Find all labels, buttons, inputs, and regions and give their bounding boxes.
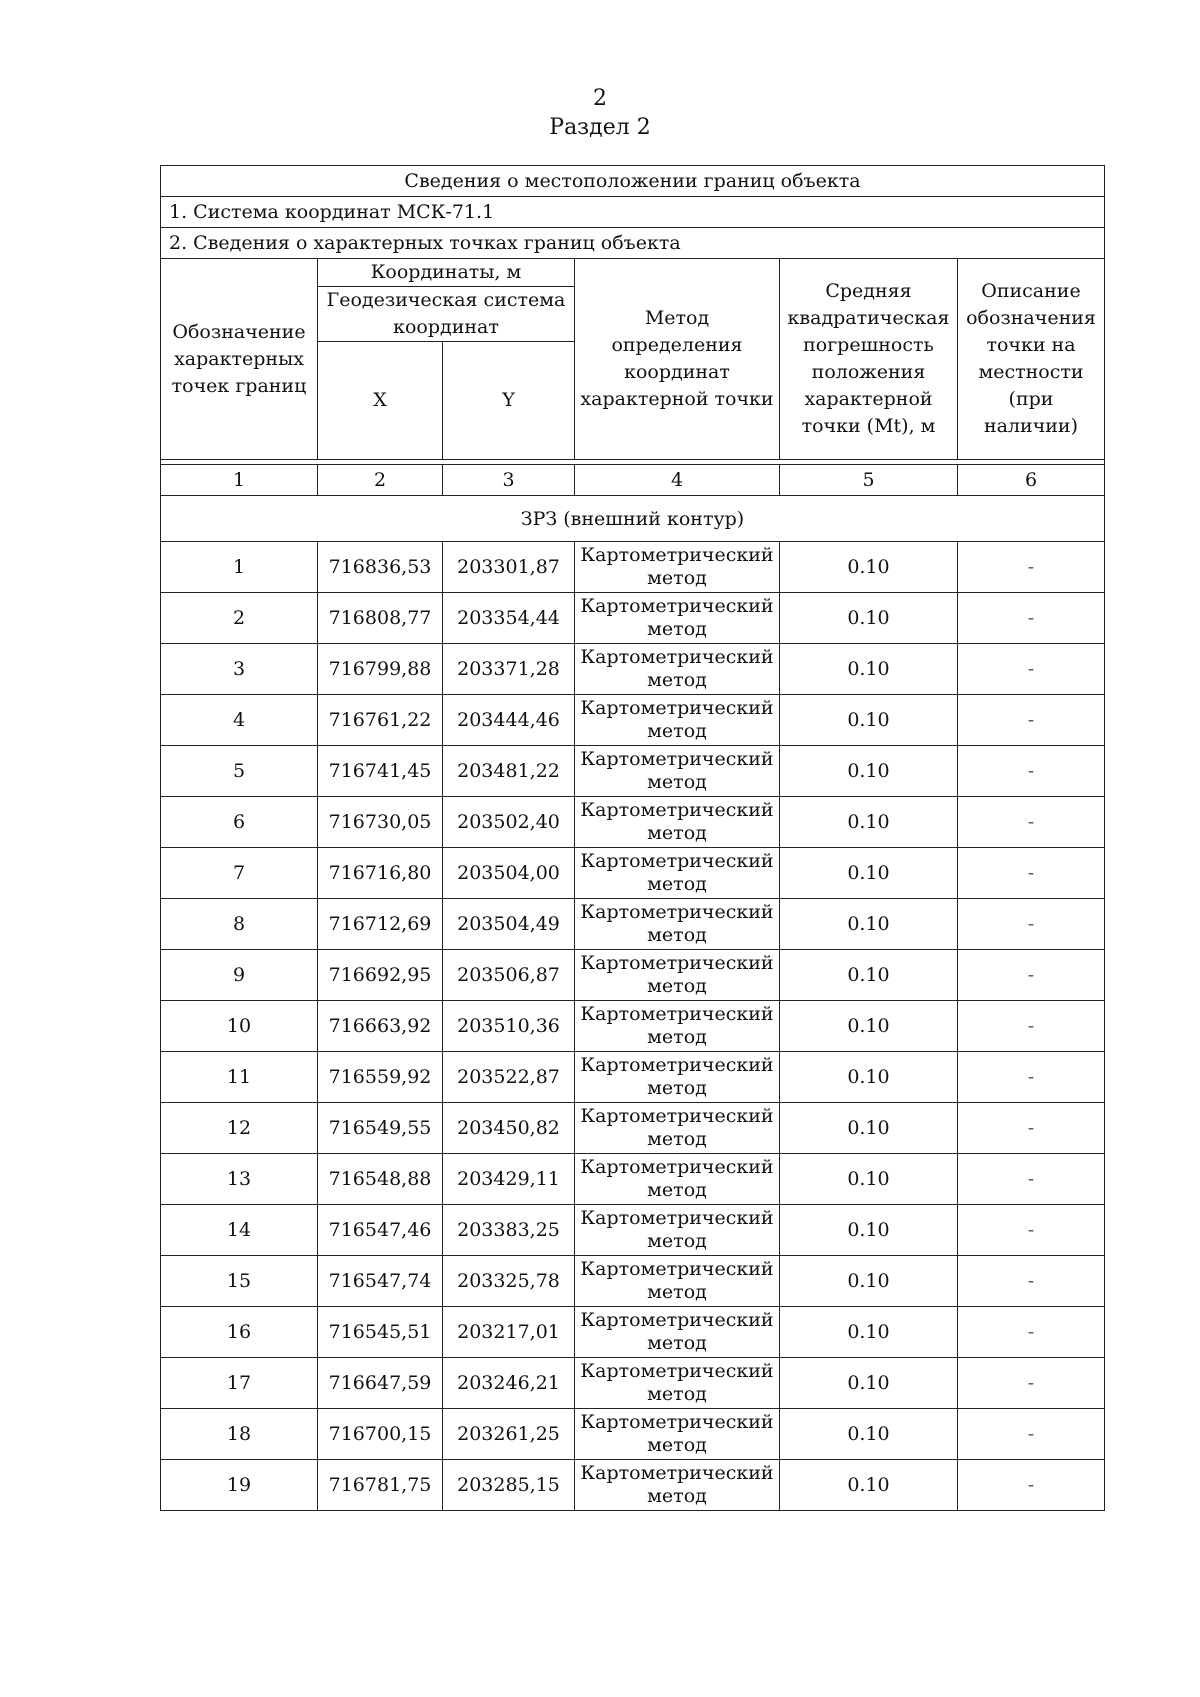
y-coordinate-cell: 203502,40: [443, 797, 575, 848]
table-row: [161, 746, 1105, 797]
method-cell: Картометрический метод: [575, 848, 780, 899]
x-coordinate-cell: 716548,88: [318, 1154, 443, 1205]
table-row: [161, 1460, 1105, 1511]
boundary-table-wrapper: [160, 165, 1104, 1511]
point-number-cell: 11: [161, 1052, 318, 1103]
method-cell: Картометрический метод: [575, 950, 780, 1001]
coord-system-label: 1. Система координат МСК-71.1: [161, 197, 1105, 228]
description-cell: -: [958, 1103, 1105, 1154]
error-cell: 0.10: [780, 797, 958, 848]
y-coordinate-cell: 203506,87: [443, 950, 575, 1001]
column-number: 5: [780, 465, 958, 496]
x-coordinate-cell: 716836,53: [318, 542, 443, 593]
description-cell: -: [958, 1205, 1105, 1256]
description-cell: -: [958, 899, 1105, 950]
description-cell: -: [958, 1307, 1105, 1358]
header-description: Описание обозначения точки на местности (при наличии): [958, 259, 1105, 460]
header-designation: Обозначение характерных точек границ: [161, 259, 318, 460]
description-cell: -: [958, 1001, 1105, 1052]
method-cell: Картометрический метод: [575, 644, 780, 695]
column-number-row: [161, 465, 1105, 496]
table-row: [161, 593, 1105, 644]
point-number-cell: 9: [161, 950, 318, 1001]
table-row: [161, 848, 1105, 899]
y-coordinate-cell: 203354,44: [443, 593, 575, 644]
table-row: [161, 1307, 1105, 1358]
method-cell: Картометрический метод: [575, 899, 780, 950]
x-coordinate-cell: 716716,80: [318, 848, 443, 899]
points-heading: 2. Сведения о характерных точках границ объекта: [161, 228, 1105, 259]
point-number-cell: 14: [161, 1205, 318, 1256]
header-x: X: [318, 342, 443, 460]
y-coordinate-cell: 203481,22: [443, 746, 575, 797]
x-coordinate-cell: 716761,22: [318, 695, 443, 746]
x-coordinate-cell: 716730,05: [318, 797, 443, 848]
description-cell: -: [958, 1358, 1105, 1409]
point-number-cell: 18: [161, 1409, 318, 1460]
error-cell: 0.10: [780, 746, 958, 797]
y-coordinate-cell: 203504,00: [443, 848, 575, 899]
method-cell: Картометрический метод: [575, 593, 780, 644]
error-cell: 0.10: [780, 1052, 958, 1103]
y-coordinate-cell: 203285,15: [443, 1460, 575, 1511]
y-coordinate-cell: 203450,82: [443, 1103, 575, 1154]
table-row: [161, 1001, 1105, 1052]
point-number-cell: 5: [161, 746, 318, 797]
y-coordinate-cell: 203261,25: [443, 1409, 575, 1460]
point-number-cell: 13: [161, 1154, 318, 1205]
description-cell: -: [958, 593, 1105, 644]
x-coordinate-cell: 716712,69: [318, 899, 443, 950]
method-cell: Картометрический метод: [575, 1358, 780, 1409]
error-cell: 0.10: [780, 1307, 958, 1358]
table-row: [161, 797, 1105, 848]
table-title: Сведения о местоположении границ объекта: [161, 166, 1105, 197]
error-cell: 0.10: [780, 1001, 958, 1052]
boundary-table: [160, 165, 1105, 1511]
point-number-cell: 15: [161, 1256, 318, 1307]
column-number: 6: [958, 465, 1105, 496]
x-coordinate-cell: 716799,88: [318, 644, 443, 695]
method-cell: Картометрический метод: [575, 1001, 780, 1052]
x-coordinate-cell: 716663,92: [318, 1001, 443, 1052]
point-number-cell: 3: [161, 644, 318, 695]
method-cell: Картометрический метод: [575, 1460, 780, 1511]
column-number: 1: [161, 465, 318, 496]
description-cell: -: [958, 695, 1105, 746]
y-coordinate-cell: 203383,25: [443, 1205, 575, 1256]
x-coordinate-cell: 716559,92: [318, 1052, 443, 1103]
description-cell: -: [958, 1052, 1105, 1103]
description-cell: -: [958, 1154, 1105, 1205]
x-coordinate-cell: 716647,59: [318, 1358, 443, 1409]
x-coordinate-cell: 716741,45: [318, 746, 443, 797]
point-number-cell: 4: [161, 695, 318, 746]
y-coordinate-cell: 203444,46: [443, 695, 575, 746]
error-cell: 0.10: [780, 644, 958, 695]
table-row: [161, 1103, 1105, 1154]
description-cell: -: [958, 1460, 1105, 1511]
table-row: [161, 1256, 1105, 1307]
description-cell: -: [958, 848, 1105, 899]
table-row: [161, 899, 1105, 950]
error-cell: 0.10: [780, 899, 958, 950]
point-number-cell: 17: [161, 1358, 318, 1409]
method-cell: Картометрический метод: [575, 542, 780, 593]
table-row: [161, 950, 1105, 1001]
description-cell: -: [958, 797, 1105, 848]
x-coordinate-cell: 716545,51: [318, 1307, 443, 1358]
y-coordinate-cell: 203325,78: [443, 1256, 575, 1307]
header-y: Y: [443, 342, 575, 460]
description-cell: -: [958, 542, 1105, 593]
column-number: 2: [318, 465, 443, 496]
method-cell: Картометрический метод: [575, 1307, 780, 1358]
error-cell: 0.10: [780, 1358, 958, 1409]
y-coordinate-cell: 203246,21: [443, 1358, 575, 1409]
table-row: [161, 1052, 1105, 1103]
y-coordinate-cell: 203371,28: [443, 644, 575, 695]
method-cell: Картометрический метод: [575, 1256, 780, 1307]
error-cell: 0.10: [780, 1409, 958, 1460]
method-cell: Картометрический метод: [575, 1052, 780, 1103]
column-number: 3: [443, 465, 575, 496]
error-cell: 0.10: [780, 950, 958, 1001]
error-cell: 0.10: [780, 1103, 958, 1154]
x-coordinate-cell: 716692,95: [318, 950, 443, 1001]
header-coords: Координаты, м: [318, 259, 575, 287]
x-coordinate-cell: 716781,75: [318, 1460, 443, 1511]
table-row: [161, 542, 1105, 593]
x-coordinate-cell: 716549,55: [318, 1103, 443, 1154]
y-coordinate-cell: 203504,49: [443, 899, 575, 950]
description-cell: -: [958, 1409, 1105, 1460]
method-cell: Картометрический метод: [575, 695, 780, 746]
y-coordinate-cell: 203510,36: [443, 1001, 575, 1052]
error-cell: 0.10: [780, 1256, 958, 1307]
table-row: [161, 1154, 1105, 1205]
method-cell: Картометрический метод: [575, 797, 780, 848]
description-cell: -: [958, 644, 1105, 695]
page-number: 2: [593, 86, 607, 111]
point-number-cell: 1: [161, 542, 318, 593]
x-coordinate-cell: 716808,77: [318, 593, 443, 644]
table-row: [161, 1409, 1105, 1460]
y-coordinate-cell: 203429,11: [443, 1154, 575, 1205]
point-number-cell: 12: [161, 1103, 318, 1154]
point-number-cell: 2: [161, 593, 318, 644]
contour-label: ЗРЗ (внешний контур): [161, 496, 1105, 542]
y-coordinate-cell: 203217,01: [443, 1307, 575, 1358]
method-cell: Картометрический метод: [575, 1409, 780, 1460]
table-row: [161, 1358, 1105, 1409]
error-cell: 0.10: [780, 542, 958, 593]
section-title: Раздел 2: [549, 115, 651, 140]
table-row: [161, 695, 1105, 746]
method-cell: Картометрический метод: [575, 746, 780, 797]
description-cell: -: [958, 1256, 1105, 1307]
y-coordinate-cell: 203301,87: [443, 542, 575, 593]
y-coordinate-cell: 203522,87: [443, 1052, 575, 1103]
column-number: 4: [575, 465, 780, 496]
point-number-cell: 19: [161, 1460, 318, 1511]
method-cell: Картометрический метод: [575, 1154, 780, 1205]
point-number-cell: 6: [161, 797, 318, 848]
header-method: Метод определения координат характерной точки: [575, 259, 780, 460]
x-coordinate-cell: 716547,74: [318, 1256, 443, 1307]
error-cell: 0.10: [780, 1154, 958, 1205]
method-cell: Картометрический метод: [575, 1205, 780, 1256]
description-cell: -: [958, 746, 1105, 797]
x-coordinate-cell: 716700,15: [318, 1409, 443, 1460]
table-row: [161, 644, 1105, 695]
description-cell: -: [958, 950, 1105, 1001]
point-number-cell: 7: [161, 848, 318, 899]
error-cell: 0.10: [780, 1205, 958, 1256]
point-number-cell: 10: [161, 1001, 318, 1052]
x-coordinate-cell: 716547,46: [318, 1205, 443, 1256]
method-cell: Картометрический метод: [575, 1103, 780, 1154]
header-geodetic: Геодезическая система координат: [318, 287, 575, 342]
header-error: Средняя квадратическая погрешность положения характерной точки (Mt), м: [780, 259, 958, 460]
point-number-cell: 8: [161, 899, 318, 950]
point-number-cell: 16: [161, 1307, 318, 1358]
error-cell: 0.10: [780, 848, 958, 899]
error-cell: 0.10: [780, 695, 958, 746]
table-row: [161, 1205, 1105, 1256]
error-cell: 0.10: [780, 593, 958, 644]
error-cell: 0.10: [780, 1460, 958, 1511]
